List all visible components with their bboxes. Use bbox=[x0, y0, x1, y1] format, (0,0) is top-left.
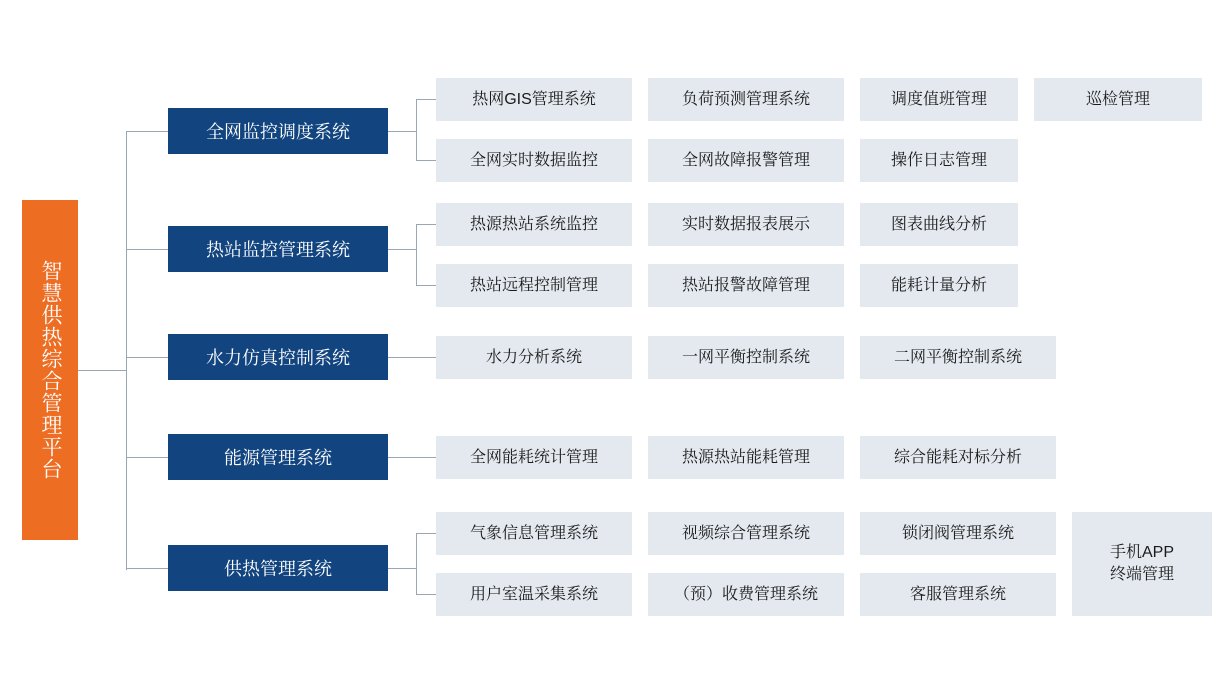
leaf-node[interactable]: 二网平衡控制系统 bbox=[860, 336, 1056, 379]
leaf-node[interactable]: 水力分析系统 bbox=[436, 336, 632, 379]
group-3-title[interactable]: 水力仿真控制系统 bbox=[168, 334, 388, 380]
connector-g5-stub bbox=[388, 568, 416, 569]
leaf-node[interactable]: 全网实时数据监控 bbox=[436, 139, 632, 182]
leaf-node[interactable]: 实时数据报表展示 bbox=[648, 203, 844, 246]
leaf-node[interactable]: 热源热站系统监控 bbox=[436, 203, 632, 246]
leaf-node[interactable]: 全网能耗统计管理 bbox=[436, 436, 632, 479]
group-4-title[interactable]: 能源管理系统 bbox=[168, 434, 388, 480]
leaf-node[interactable]: 操作日志管理 bbox=[860, 139, 1018, 182]
connector-branch-4 bbox=[126, 457, 168, 458]
connector-g5-vertical bbox=[416, 533, 417, 595]
leaf-node[interactable]: （预）收费管理系统 bbox=[648, 573, 844, 616]
leaf-node[interactable]: 客服管理系统 bbox=[860, 573, 1056, 616]
leaf-node[interactable]: 一网平衡控制系统 bbox=[648, 336, 844, 379]
connector-g2-stub bbox=[388, 249, 416, 250]
root-node: 智慧供热综合管理平台 bbox=[22, 200, 78, 540]
leaf-node[interactable]: 能耗计量分析 bbox=[860, 264, 1018, 307]
leaf-node[interactable]: 调度值班管理 bbox=[860, 78, 1018, 121]
leaf-node[interactable]: 锁闭阀管理系统 bbox=[860, 512, 1056, 555]
leaf-node[interactable]: 热站远程控制管理 bbox=[436, 264, 632, 307]
leaf-node[interactable]: 巡检管理 bbox=[1034, 78, 1202, 121]
group-2-title[interactable]: 热站监控管理系统 bbox=[168, 226, 388, 272]
leaf-node[interactable]: 负荷预测管理系统 bbox=[648, 78, 844, 121]
leaf-node[interactable]: 热源热站能耗管理 bbox=[648, 436, 844, 479]
connector-branch-5 bbox=[126, 568, 168, 569]
connector-g5-row1 bbox=[416, 533, 436, 534]
connector-g3-stub bbox=[388, 357, 436, 358]
connector-g5-row2 bbox=[416, 594, 436, 595]
leaf-node[interactable]: 综合能耗对标分析 bbox=[860, 436, 1056, 479]
leaf-node[interactable]: 气象信息管理系统 bbox=[436, 512, 632, 555]
leaf-node-mobile-app[interactable]: 手机APP 终端管理 bbox=[1072, 512, 1212, 616]
connector-g4-stub bbox=[388, 457, 436, 458]
leaf-node[interactable]: 热网GIS管理系统 bbox=[436, 78, 632, 121]
connector-main-vertical bbox=[126, 131, 127, 570]
connector-g1-stub bbox=[388, 131, 416, 132]
connector-g1-row2 bbox=[416, 160, 436, 161]
connector-g2-row2 bbox=[416, 285, 436, 286]
connector-branch-2 bbox=[126, 249, 168, 250]
connector-g1-row1 bbox=[416, 99, 436, 100]
connector-g1-vertical bbox=[416, 99, 417, 161]
connector-branch-3 bbox=[126, 357, 168, 358]
group-1-title[interactable]: 全网监控调度系统 bbox=[168, 108, 388, 154]
leaf-node[interactable]: 热站报警故障管理 bbox=[648, 264, 844, 307]
connector-root-trunk bbox=[78, 370, 126, 371]
connector-branch-1 bbox=[126, 131, 168, 132]
leaf-node[interactable]: 全网故障报警管理 bbox=[648, 139, 844, 182]
connector-g2-vertical bbox=[416, 224, 417, 285]
leaf-node[interactable]: 图表曲线分析 bbox=[860, 203, 1018, 246]
group-5-title[interactable]: 供热管理系统 bbox=[168, 545, 388, 591]
connector-g2-row1 bbox=[416, 224, 436, 225]
leaf-node[interactable]: 视频综合管理系统 bbox=[648, 512, 844, 555]
leaf-node[interactable]: 用户室温采集系统 bbox=[436, 573, 632, 616]
